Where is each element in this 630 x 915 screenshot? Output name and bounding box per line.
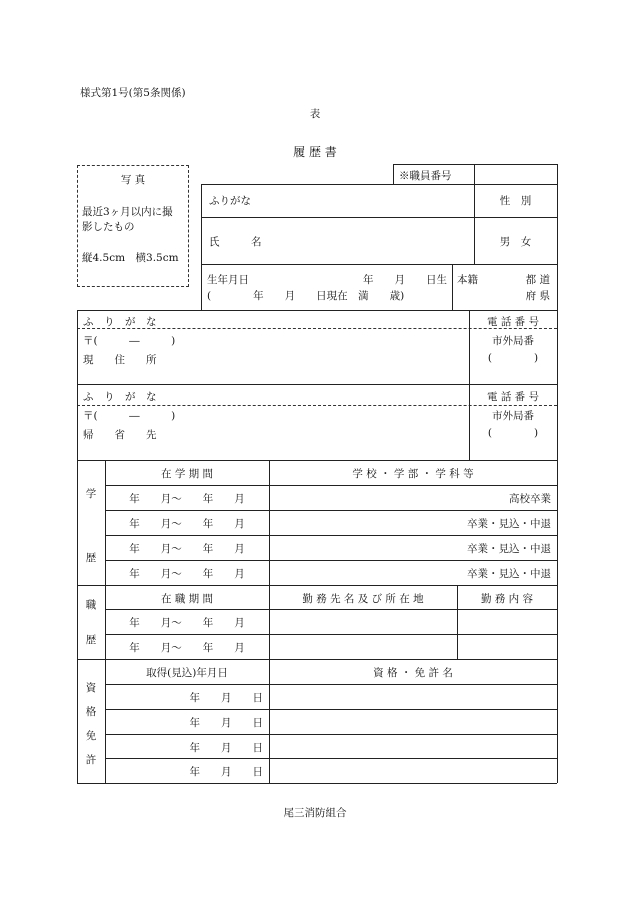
staff-number-label: ※職員番号 [399,170,452,182]
education-side-top: 学 [85,488,97,500]
home-phone-label: 電 話 番 号 [486,391,539,403]
photo-size: 縦4.5cm 横3.5cm [82,252,179,264]
birth-fields: 年 月 日生 [363,274,447,286]
license-date: 年 月 日 [189,717,263,729]
address-label: 現 住 所 [83,354,157,366]
furigana-label: ふりがな [209,195,251,207]
license-name-header: 資 格 ・ 免 許 名 [373,667,453,679]
photo-title: 写 真 [120,174,146,186]
education-school-header: 学 校 ・ 学 部 ・ 学 科 等 [352,468,474,480]
education-side-bottom: 歴 [85,552,97,564]
license-date: 年 月 日 [189,766,263,778]
license-date: 年 月 日 [189,692,263,704]
address-phone-sub: 市外局番 [492,335,534,347]
license-date: 年 月 日 [189,742,263,754]
career-period: 年 月～ 年 月 [129,642,245,654]
education-period: 年 月～ 年 月 [129,543,245,555]
photo-instruction-2: 影したもの [82,221,135,233]
fuken-label: 府 県 [525,290,550,302]
home-label: 帰 省 先 [83,429,157,441]
form-number: 様式第1号(第5条関係) [80,87,186,99]
education-period: 年 月～ 年 月 [129,493,245,505]
home-phone-sub: 市外局番 [492,410,534,422]
address-furigana-label: ふ り が な [83,316,157,328]
career-side-top: 職 [85,599,97,611]
todo-label: 都 道 [525,274,550,286]
birth-label: 生年月日 [207,274,249,286]
education-row-status: 卒業・見込・中退 [467,568,551,580]
photo-instruction-1: 最近3ヶ月以内に撮 [82,206,173,218]
license-side-char: 免 [85,730,97,742]
honseki-label: 本籍 [457,274,478,286]
education-period: 年 月～ 年 月 [129,568,245,580]
name-label: 氏 名 [209,236,262,248]
license-side-char: 格 [85,706,97,718]
career-period: 年 月～ 年 月 [129,617,245,629]
gender-value: 男 女 [499,236,532,248]
education-row-status: 卒業・見込・中退 [467,518,551,530]
license-side-char: 資 [85,682,97,694]
education-period-header: 在 学 期 間 [160,468,213,480]
age-line: ( 年 月 日現在 満 歳) [207,290,405,302]
license-side-char: 許 [85,754,97,766]
gender-label: 性 別 [499,195,532,207]
education-row-status: 卒業・見込・中退 [467,543,551,555]
document-title: 履 歴 書 [293,145,337,159]
license-date-header: 取得(見込)年月日 [146,667,228,679]
address-postal: 〒( ― ) [83,335,176,347]
career-duty-header: 勤 務 内 容 [480,593,533,605]
table-label: 表 [309,108,321,120]
home-phone-paren: ( ) [487,427,539,439]
footer-organization: 尾三消防組合 [283,807,347,819]
address-phone-paren: ( ) [487,352,539,364]
education-row-status: 高校卒業 [509,493,551,505]
home-postal: 〒( ― ) [83,410,176,422]
education-period: 年 月～ 年 月 [129,518,245,530]
home-furigana-label: ふ り が な [83,391,157,403]
career-period-header: 在 職 期 間 [160,593,213,605]
address-phone-label: 電 話 番 号 [486,316,539,328]
career-side-bottom: 歴 [85,634,97,646]
career-place-header: 勤 務 先 名 及 び 所 在 地 [302,593,424,605]
